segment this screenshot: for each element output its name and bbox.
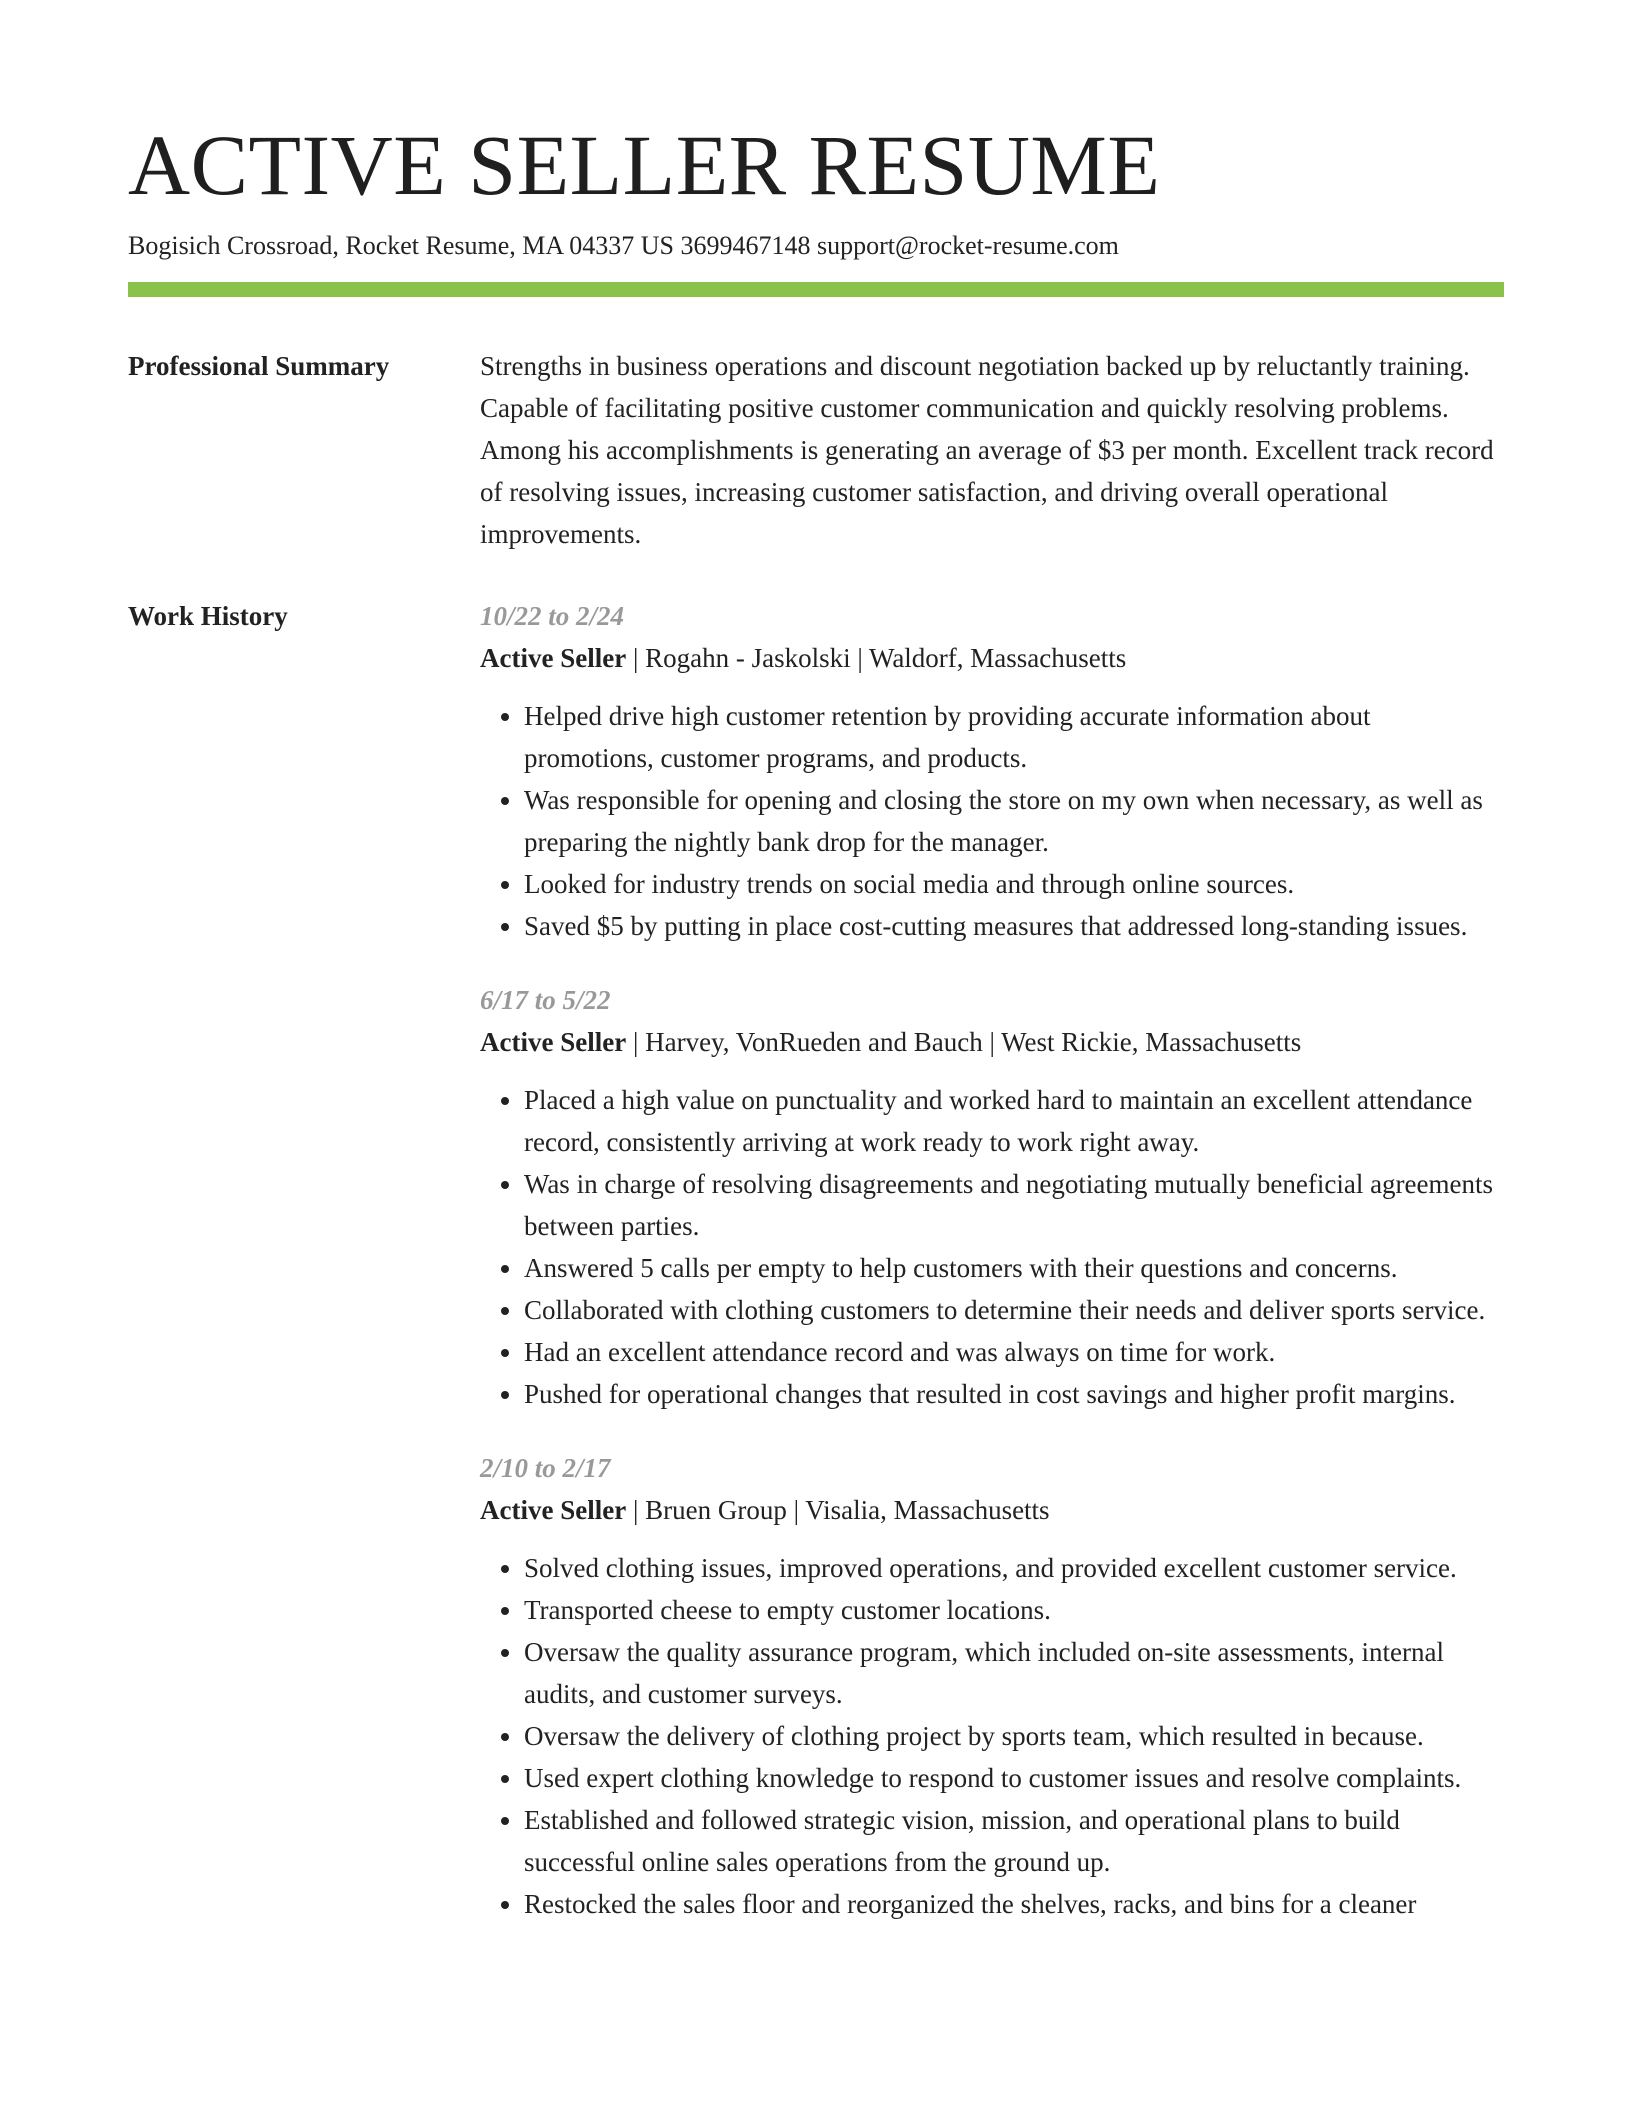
job-details: | Bruen Group | Visalia, Massachusetts — [626, 1495, 1050, 1526]
summary-label: Professional Summary — [128, 351, 390, 382]
job-bullet: • Saved $5 by putting in place cost-cutting measures that addressed long-standing issues. — [524, 905, 1504, 947]
summary-text: Strengths in business operations and discount negotiation backed up by reluctantly training. Capable of facilitating positive customer communication and quickly resolving problems. Among his accomplishments is generating an average of $3 per month. Excellent track record of resolving issues, increasing customer satisfaction, and driving overall operational improvements. — [480, 351, 1494, 550]
work-history-list — [480, 595, 1504, 1957]
work-history-label: Work History — [128, 601, 288, 632]
job-entry — [480, 1447, 1504, 1925]
job-title: Active Seller — [480, 1495, 627, 1526]
job-bullet: • Helped drive high customer retention by providing accurate information about promotions, customer programs, and products. — [524, 695, 1504, 779]
job-bullet: • Restocked the sales floor and reorganized the shelves, racks, and bins for a cleaner — [524, 1883, 1504, 1925]
job-bullet: • Oversaw the quality assurance program, which included on-site assessments, internal audits, and customer surveys. — [524, 1631, 1504, 1715]
job-dates: 6/17 to 5/22 — [480, 985, 611, 1016]
job-title-line — [480, 637, 1504, 679]
job-details: | Rogahn - Jaskolski | Waldorf, Massachusetts — [626, 643, 1127, 674]
job-bullet: • Transported cheese to empty customer locations. — [524, 1589, 1504, 1631]
job-bullet: • Pushed for operational changes that resulted in cost savings and higher profit margins. — [524, 1373, 1504, 1415]
job-bullets — [480, 695, 1504, 947]
job-bullet: • Solved clothing issues, improved operations, and provided excellent customer service. — [524, 1547, 1504, 1589]
job-title: Active Seller — [480, 643, 627, 674]
resume-title: ACTIVE SELLER RESUME — [128, 117, 1161, 213]
header-divider — [128, 282, 1504, 297]
job-dates: 2/10 to 2/17 — [480, 1453, 611, 1484]
job-title-line — [480, 1489, 1504, 1531]
job-entry — [480, 979, 1504, 1415]
job-bullet: • Looked for industry trends on social media and through online sources. — [524, 863, 1504, 905]
resume-page — [128, 118, 1504, 1957]
job-bullet: • Answered 5 calls per empty to help customers with their questions and concerns. — [524, 1247, 1504, 1289]
job-title-line — [480, 1021, 1504, 1063]
job-bullet: • Collaborated with clothing customers to determine their needs and deliver sports service. — [524, 1289, 1504, 1331]
job-entry — [480, 595, 1504, 947]
job-bullet: • Oversaw the delivery of clothing project by sports team, which resulted in because. — [524, 1715, 1504, 1757]
job-details: | Harvey, VonRueden and Bauch | West Rickie, Massachusetts — [626, 1027, 1302, 1058]
job-bullets — [480, 1079, 1504, 1415]
job-bullet: • Used expert clothing knowledge to respond to customer issues and resolve complaints. — [524, 1757, 1504, 1799]
contact-info: Bogisich Crossroad, Rocket Resume, MA 04337 US 3699467148 support@rocket-resume.com — [128, 230, 1119, 260]
job-dates: 10/22 to 2/24 — [480, 601, 625, 632]
summary-section — [128, 345, 1504, 555]
job-title: Active Seller — [480, 1027, 627, 1058]
job-bullet: • Was in charge of resolving disagreements and negotiating mutually beneficial agreements between parties. — [524, 1163, 1504, 1247]
job-bullet: • Placed a high value on punctuality and worked hard to maintain an excellent attendance record, consistently arriving at work ready to work right away. — [524, 1079, 1504, 1163]
job-bullet: • Established and followed strategic vision, mission, and operational plans to build successful online sales operations from the ground up. — [524, 1799, 1504, 1883]
job-bullet: • Was responsible for opening and closing the store on my own when necessary, as well as preparing the nightly bank drop for the manager. — [524, 779, 1504, 863]
job-bullet: • Had an excellent attendance record and was always on time for work. — [524, 1331, 1504, 1373]
job-bullets — [480, 1547, 1504, 1925]
work-history-section — [128, 595, 1504, 1957]
